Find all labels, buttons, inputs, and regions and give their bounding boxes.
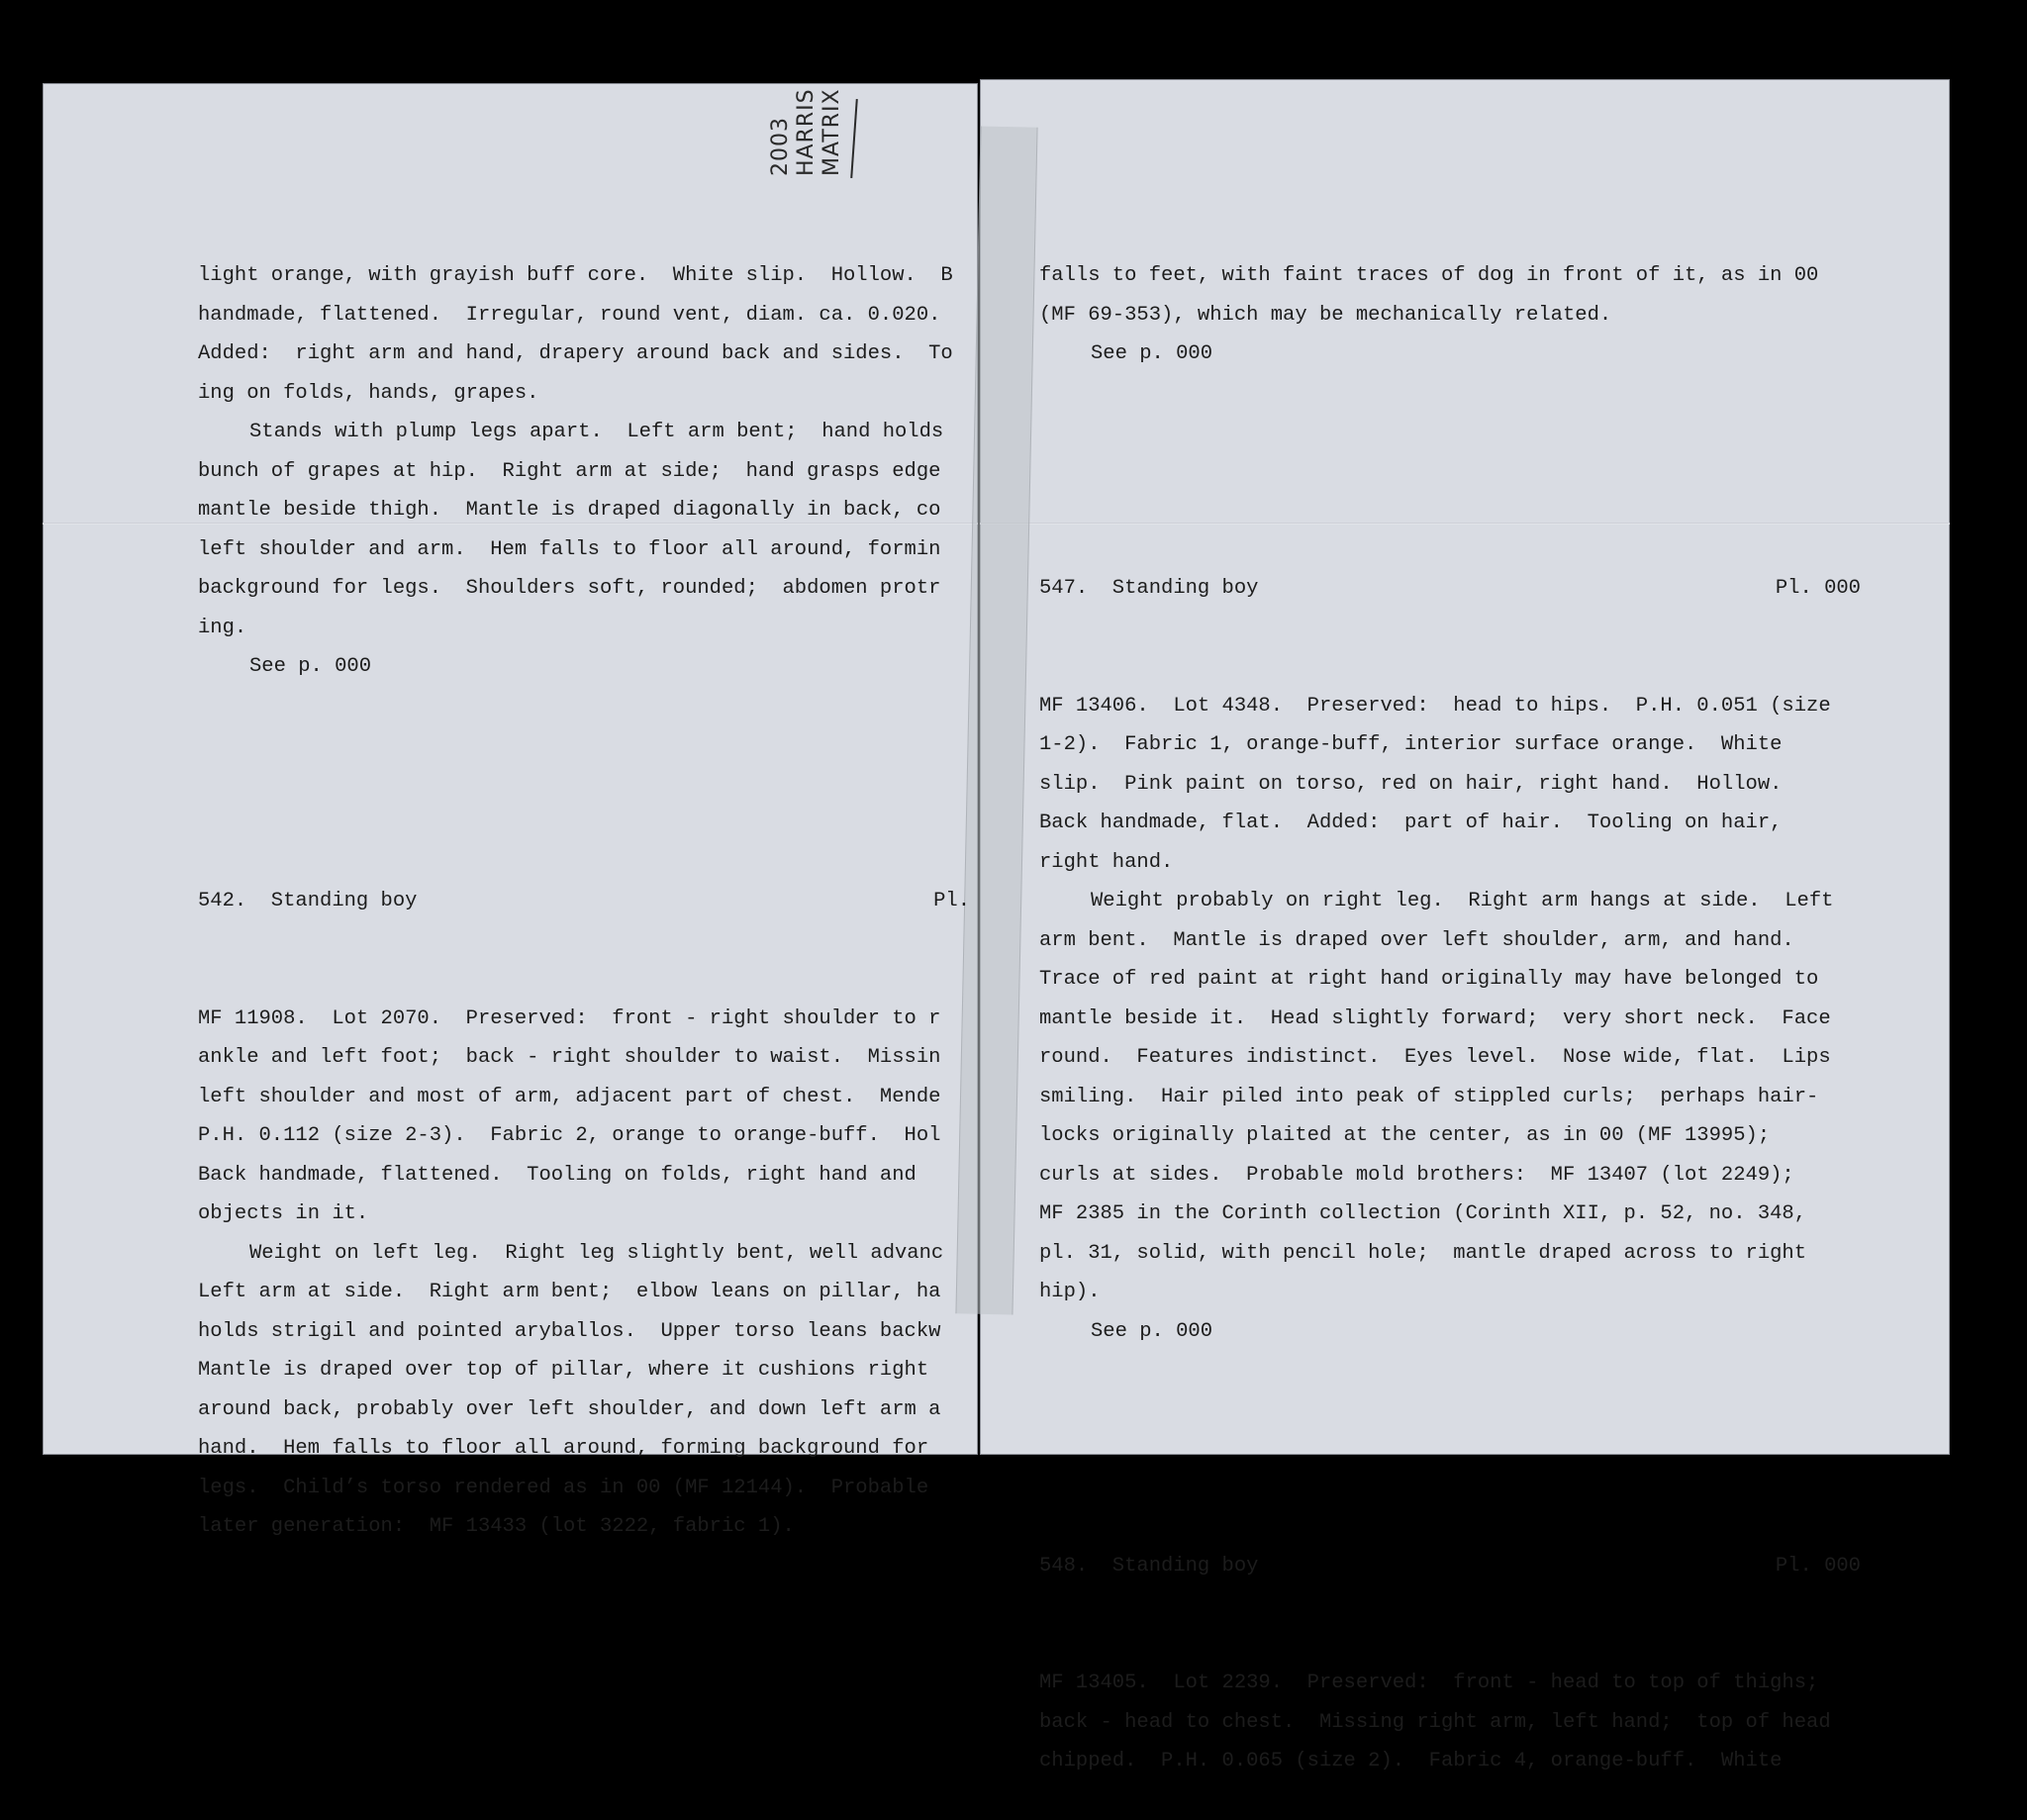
text-line: Left arm at side. Right arm bent; elbow leans on pillar, ha <box>198 1281 941 1303</box>
text-line: MF 11908. Lot 2070. Preserved: front - right shoulder to r <box>198 1006 941 1030</box>
text-line: 1-2). Fabric 1, orange-buff, interior surface orange. White <box>1039 733 1783 756</box>
text-line: See p. 000 <box>1091 1319 1213 1343</box>
text-line: smiling. Hair piled into peak of stippled curls; perhaps hair- <box>1039 1085 1819 1108</box>
text-line: (MF 69-353), which may be mechanically related. <box>1039 303 1612 327</box>
text-line: ing on folds, hands, grapes. <box>198 381 539 405</box>
handwritten-year: 2003 <box>768 117 793 176</box>
text-line: Weight on left leg. Right leg slightly bent, well advanc <box>249 1241 944 1265</box>
text-line: locks originally plaited at the center, as in 00 (MF 13995); <box>1039 1124 1771 1147</box>
text-line: later generation: MF 13433 (lot 3222, fabric 1). <box>198 1515 795 1538</box>
text-line: light orange, with grayish buff core. White slip. Hollow. B <box>198 264 953 287</box>
right-page-text <box>1039 178 1861 1820</box>
text-line: ing. <box>198 616 247 639</box>
blank-line <box>1039 1429 1861 1469</box>
text-line: Weight probably on right leg. Right arm hangs at side. Left <box>1091 890 1834 912</box>
text-line: P.H. 0.112 (size 2-3). Fabric 2, orange to orange-buff. Hol <box>198 1124 941 1147</box>
handwritten-word: MATRIX <box>820 88 844 176</box>
text-line: See p. 000 <box>249 655 372 678</box>
entry-548-body <box>1039 1664 1861 1781</box>
text-line: Added: right arm and hand, drapery around back and sides. To <box>198 342 953 365</box>
left-intro-paragraphs <box>198 256 970 687</box>
text-line: mantle beside it. Head slightly forward; very short neck. Face <box>1039 1006 1831 1030</box>
text-line: slip. Pink paint on torso, red on hair, right hand. Hollow. <box>1039 772 1783 796</box>
entry-542-body <box>198 1000 970 1547</box>
text-line: curls at sides. Probable mold brothers: MF 13407 (lot 2249); <box>1039 1163 1794 1187</box>
plate-ref: Pl. 000 <box>1775 1554 1861 1578</box>
entry-title: 547. Standing boy <box>1039 577 1259 600</box>
plate-ref: Pl. <box>933 890 970 912</box>
text-line: mantle beside thigh. Mantle is draped diagonally in back, co <box>198 499 941 522</box>
text-line: round. Features indistinct. Eyes level. Nose wide, flat. Lips <box>1039 1046 1831 1069</box>
blank-line <box>198 765 970 805</box>
text-line: Stands with plump legs apart. Left arm bent; hand holds <box>249 421 944 443</box>
text-line: MF 2385 in the Corinth collection (Corinth XII, p. 52, no. 348, <box>1039 1202 1807 1225</box>
text-line: chipped. P.H. 0.065 (size 2). Fabric 4, orange-buff. White <box>1039 1750 1783 1772</box>
text-line: MF 13406. Lot 4348. Preserved: head to hips. P.H. 0.051 (size <box>1039 694 1831 718</box>
blank-line <box>1039 452 1861 492</box>
entry-title: 548. Standing boy <box>1039 1554 1259 1578</box>
handwritten-name: HARRIS <box>794 88 819 176</box>
text-line: Back handmade, flattened. Tooling on folds, right hand and <box>198 1163 917 1187</box>
text-line: right hand. <box>1039 850 1174 874</box>
entry-title: 542. Standing boy <box>198 890 418 912</box>
entry-heading <box>1039 569 1861 609</box>
entry-heading <box>198 882 970 921</box>
text-line: hip). <box>1039 1281 1101 1303</box>
text-line: ankle and left foot; back - right shoulder to waist. Missin <box>198 1046 941 1069</box>
text-line: hand. Hem falls to floor all around, forming background for <box>198 1437 929 1460</box>
text-line: Trace of red paint at right hand originally may have belonged to <box>1039 968 1819 991</box>
text-line: background for legs. Shoulders soft, rounded; abdomen protr <box>198 577 941 600</box>
text-line: bunch of grapes at hip. Right arm at side; hand grasps edge <box>198 459 941 483</box>
text-line: holds strigil and pointed aryballos. Upper torso leans backw <box>198 1319 941 1343</box>
text-line: MF 13405. Lot 2239. Preserved: front - head to top of thighs; <box>1039 1672 1819 1694</box>
entry-heading <box>1039 1547 1861 1586</box>
text-line: left shoulder and arm. Hem falls to floor all around, formin <box>198 537 941 561</box>
text-line: pl. 31, solid, with pencil hole; mantle draped across to right <box>1039 1241 1807 1265</box>
entry-547-body <box>1039 687 1861 1352</box>
text-line: around back, probably over left shoulder, and down left arm a <box>198 1397 941 1421</box>
text-line: Mantle is draped over top of pillar, where it cushions right <box>198 1359 929 1382</box>
right-intro-paragraphs <box>1039 256 1861 374</box>
plate-ref: Pl. 000 <box>1775 577 1861 600</box>
text-line: arm bent. Mantle is draped over left shoulder, arm, and hand. <box>1039 928 1794 952</box>
text-line: handmade, flattened. Irregular, round vent, diam. ca. 0.020. <box>198 303 941 327</box>
text-line: falls to feet, with faint traces of dog in front of it, as in 00 <box>1039 264 1819 287</box>
text-line: back - head to chest. Missing right arm, left hand; top of head <box>1039 1710 1831 1734</box>
text-line: left shoulder and most of arm, adjacent part of chest. Mende <box>198 1085 941 1108</box>
left-page-text <box>198 178 970 1585</box>
text-line: legs. Child’s torso rendered as in 00 (MF 12144). Probable <box>198 1476 929 1499</box>
text-line: See p. 000 <box>1091 342 1213 365</box>
text-line: Back handmade, flat. Added: part of hair. Tooling on hair, <box>1039 812 1783 834</box>
handwritten-stroke <box>850 99 858 178</box>
text-line: objects in it. <box>198 1202 369 1225</box>
